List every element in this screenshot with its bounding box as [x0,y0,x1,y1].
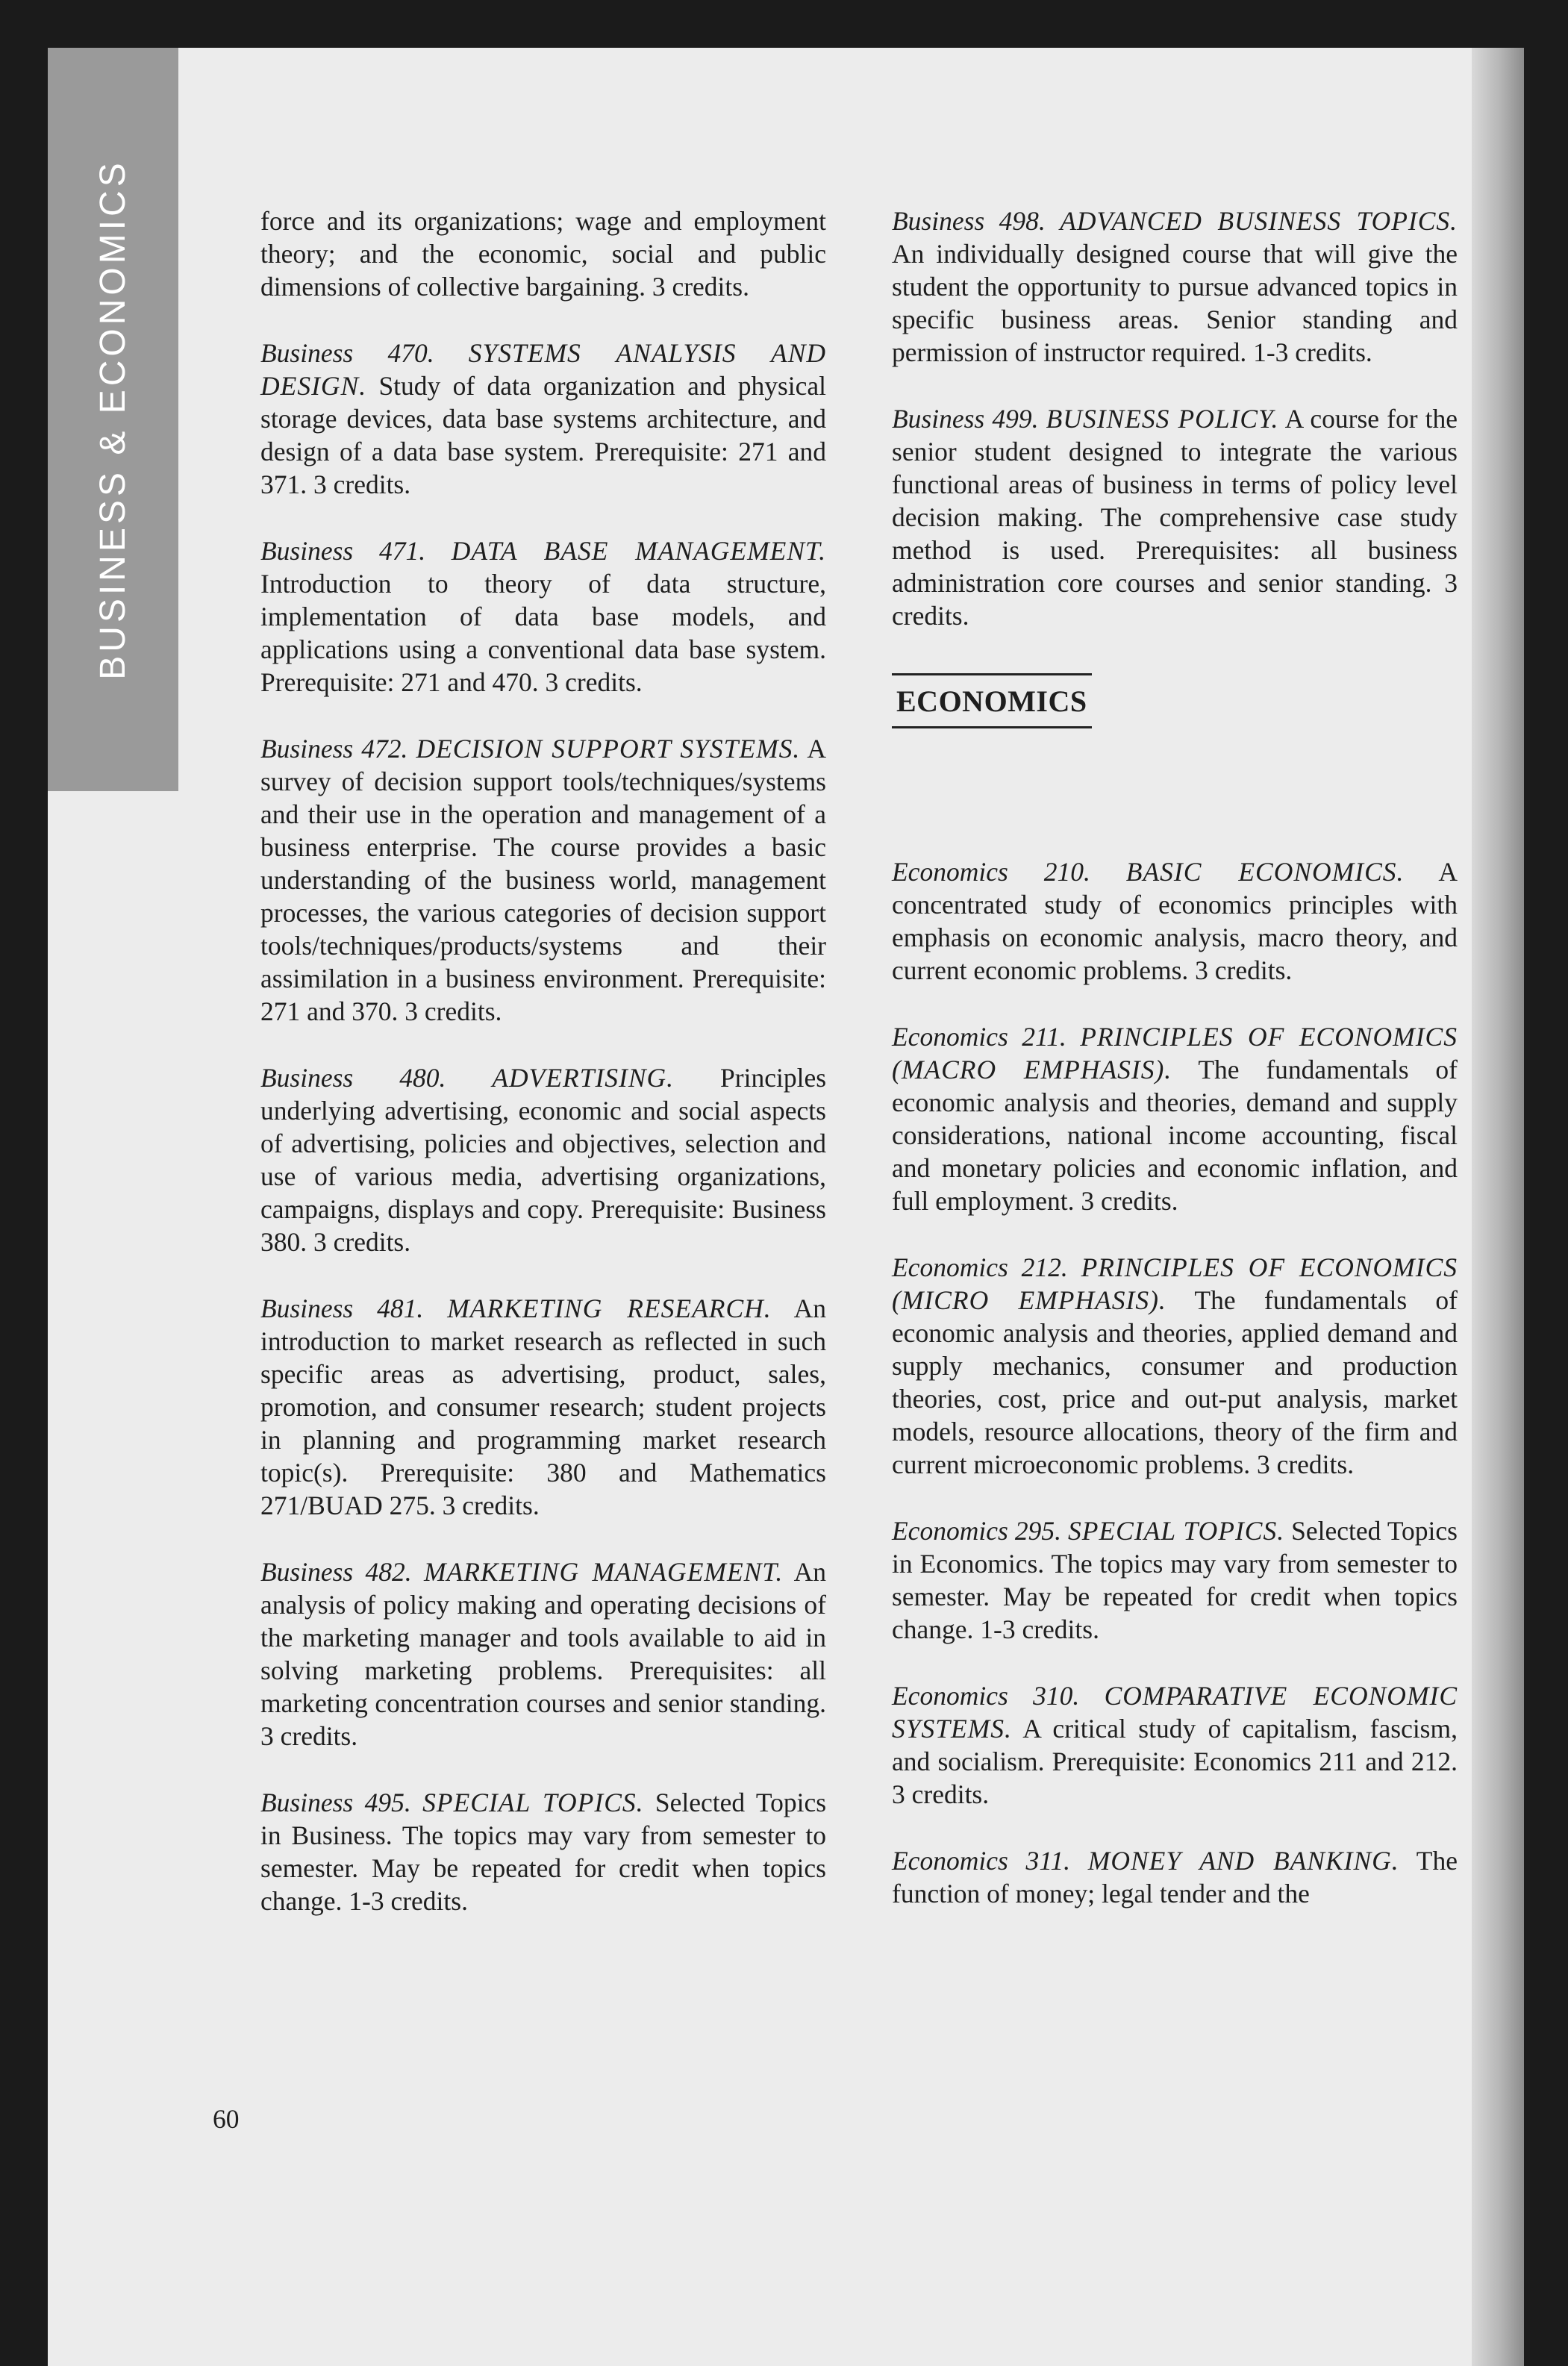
course-entry [892,1020,1458,1217]
course-number: Economics 311. [892,1846,1071,1876]
course-title: MONEY AND BANKING. [1087,1846,1399,1876]
course-number: Economics 212. [892,1252,1068,1282]
course-number: Business 470. [260,338,434,368]
course-title: COMPARATIVE ECONOMIC SYSTEMS. [892,1681,1458,1744]
course-title: ADVERTISING. [492,1063,675,1093]
course-entry [260,1061,826,1258]
course-description: A survey of decision support tools/techniques/systems and their use in the operation and management of a business enterprise. The course provides a basic understanding of the business world, management processes, the various categories of decision support tools/techniques/products/systems and their assimilation in a business environment. Prerequisite: 271 and 370. 3 credits. [260,734,827,1026]
section-sidebar-label: BUSINESS & ECONOMICS [93,159,133,680]
course-entry [260,1292,826,1522]
course-title: MARKETING RESEARCH. [447,1293,772,1323]
course-description: The fundamentals of economic analysis and theories, demand and supply considerations, national income accounting, fiscal and monetary policies and economic inflation, and full employment. 3 credits. [892,1055,1458,1216]
section-heading-economics: ECONOMICS [892,673,1092,728]
course-description: Selected Topics in Business. The topics may vary from semester to semester. May be repeated for credit when topics change. 1-3 credits. [260,1788,827,1916]
course-title: SPECIAL TOPICS. [422,1788,644,1817]
left-column [260,205,826,1951]
course-number: Business 499. [892,404,1039,434]
course-description: A critical study of capitalism, fascism, and socialism. Prerequisite: Economics 211 and 212. 3 credits. [892,1714,1458,1809]
course-number: Business 498. [892,206,1046,236]
course-number: Business 495. [260,1788,411,1817]
course-entry [260,1786,826,1917]
course-description: The function of money; legal tender and the [892,1846,1458,1908]
course-description: A course for the senior student designed to integrate the various functional areas of business in terms of policy level decision making. The comprehensive case study method is used. Prerequisites: all business administration core courses and senior standing. 3 credits. [892,404,1458,631]
course-description: Principles underlying advertising, economic and social aspects of advertising, policies and objectives, selection and use of various media, advertising organizations, campaigns, displays and copy. Prerequisite: Business 380. 3 credits. [260,1063,827,1257]
page-curl-shadow [1472,48,1524,2366]
course-entry [260,732,826,1028]
page-number: 60 [213,2104,240,2134]
course-entry [260,534,826,699]
course-title: SYSTEMS ANALYSIS AND DESIGN. [260,338,827,401]
course-entry [892,205,1458,369]
course-description: An introduction to market research as reflected in such specific areas as advertising, product, sales, promotion, and consumer research; student projects in planning and programming market research topic(s). Prerequisite: 380 and Mathematics 271/BUAD 275. 3 credits. [260,1293,826,1520]
course-description: Selected Topics in Economics. The topics may vary from semester to semester. May be repeated for credit when topics change. 1-3 credits. [892,1516,1458,1644]
course-number: Economics 310. [892,1681,1080,1711]
course-entry [892,1514,1458,1646]
course-title: PRINCIPLES OF ECONOMICS (MACRO EMPHASIS). [892,1022,1458,1084]
course-entry [892,402,1458,632]
course-entry [260,337,826,501]
course-number: Business 482. [260,1557,412,1587]
course-description: A concentrated study of economics principles with emphasis on economic analysis, macro theory, and current economic problems. 3 credits. [892,857,1458,985]
course-description: An individually designed course that will give the student the opportunity to pursue advanced topics in specific business areas. Senior standing and permission of instructor required. 1-3 credits. [892,239,1458,367]
course-description: Introduction to theory of data structure, implementation of data base models, and applications using a conventional data base system. Prerequisite: 271 and 470. 3 credits. [260,569,826,697]
course-entry [892,1679,1458,1811]
course-title: SPECIAL TOPICS. [1068,1516,1285,1546]
catalog-page [48,48,1524,2366]
section-sidebar-tab [48,48,178,791]
course-number: Business 471. [260,536,426,566]
course-title: DATA BASE MANAGEMENT. [451,536,827,566]
course-number: Business 481. [260,1293,424,1323]
course-entry [892,1251,1458,1481]
course-description: The fundamentals of economic analysis and theories, applied demand and supply mechanics, consumer and production theories, cost, price and out-put analysis, market models, resource allocations, theory of the firm and current microeconomic problems. 3 credits. [892,1285,1458,1479]
right-column [892,205,1458,1944]
course-description: An analysis of policy making and operating decisions of the marketing manager and tools available to aid in solving marketing problems. Prerequisites: all marketing concentration courses and senior standing. 3 credits. [260,1557,827,1751]
course-title: DECISION SUPPORT SYSTEMS. [416,734,801,764]
course-title: BASIC ECONOMICS. [1125,857,1405,887]
course-number: Business 472. [260,734,408,764]
course-title: ADVANCED BUSINESS TOPICS. [1060,206,1458,236]
course-number: Economics 210. [892,857,1090,887]
course-number: Economics 211. [892,1022,1066,1052]
course-entry [892,855,1458,987]
course-title: BUSINESS POLICY. [1046,404,1279,434]
course-number: Economics 295. [892,1516,1061,1546]
course-title: MARKETING MANAGEMENT. [423,1557,784,1587]
course-description: Study of data organization and physical storage devices, data base systems architecture, and design of a data base system. Prerequisite: 271 and 371. 3 credits. [260,371,827,499]
course-number: Business 480. [260,1063,446,1093]
course-title: PRINCIPLES OF ECONOMICS (MICRO EMPHASIS). [892,1252,1458,1315]
course-entry [260,1555,826,1752]
continued-text: force and its organizations; wage and employment theory; and the economic, social and public dimensions of collective bargaining. 3 credits. [260,206,826,302]
course-entry [892,1844,1458,1910]
